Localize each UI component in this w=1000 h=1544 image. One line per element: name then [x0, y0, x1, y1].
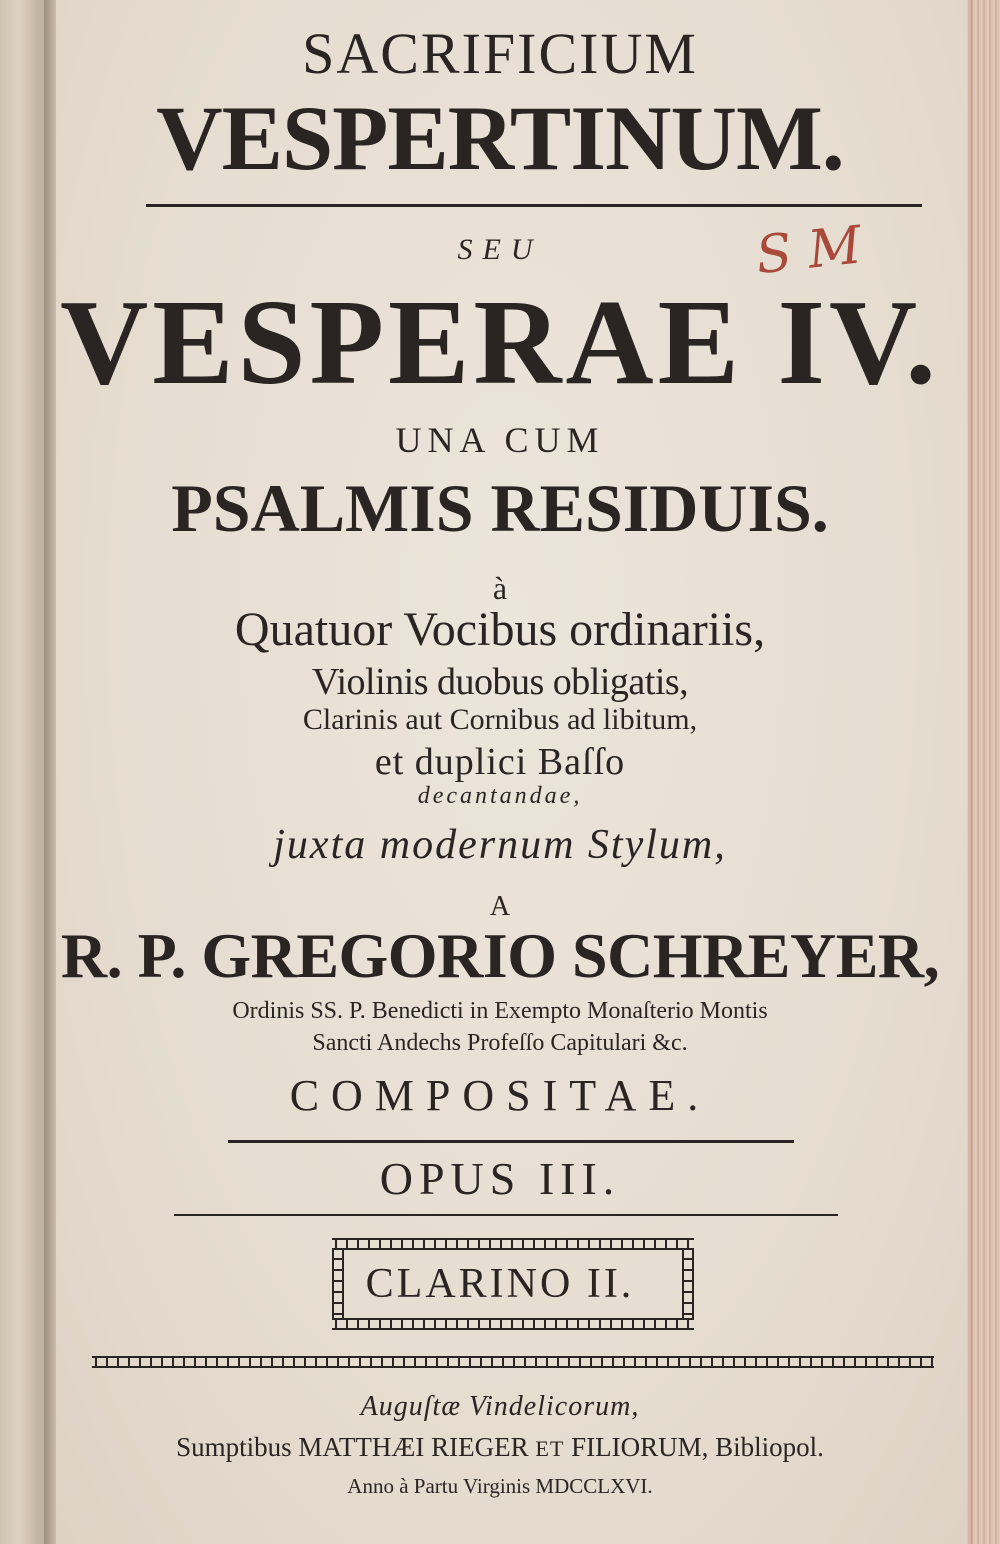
publisher-et: ET — [535, 1436, 565, 1461]
frame-top-border — [332, 1238, 694, 1250]
date-line: Anno à Partu Virginis MDCCLXVI. — [347, 1474, 653, 1498]
order-line-1: Ordinis SS. P. Benedicti in Exempto Monaſterio Montis — [232, 998, 768, 1024]
basso-line: et duplici Baſſo — [374, 741, 626, 783]
city-line: Auguſtæ Vindelicorum, — [360, 1391, 640, 1422]
voices-line: Quatuor Vocibus ordinariis, — [234, 603, 766, 656]
compositae-label: COMPOSITAE. — [289, 1071, 711, 1120]
rule-above-opus — [228, 1140, 794, 1143]
opus-label: OPUS III. — [379, 1153, 621, 1204]
psalmis-heading: PSALMIS RESIDUIS. — [171, 470, 829, 546]
rule-below-opus — [174, 1214, 838, 1216]
part-label: CLARINO II. — [365, 1261, 635, 1307]
title-line-1: SACRIFICIUM — [302, 21, 698, 86]
author-name: R. P. GREGORIO SCHREYER, — [60, 920, 940, 991]
violins-line: Violinis duobus obligatis, — [311, 661, 689, 703]
publisher-name: MATTHÆI RIEGER — [298, 1432, 529, 1462]
title-line-2: VESPERTINUM. — [156, 87, 844, 189]
a-author-label: A — [489, 891, 511, 922]
frame-bottom-border — [332, 1318, 694, 1330]
rule-under-title — [146, 204, 922, 207]
shelfmark-annotation: S M — [753, 215, 865, 287]
seu-label: SEU — [457, 233, 543, 266]
publisher-prefix: Sumptibus — [176, 1432, 292, 1462]
a-grave-label: à — [492, 570, 508, 606]
clarinis-line: Clarinis aut Cornibus ad libitum, — [302, 703, 698, 736]
publisher-filiorum: FILIORUM, — [571, 1432, 709, 1462]
decantandae-line: decantandae, — [417, 783, 583, 809]
vesperae-heading: VESPERAE IV. — [60, 275, 940, 410]
juxta-line: juxta modernum Stylum, — [273, 822, 727, 868]
order-line-2: Sancti Andechs Profeſſo Capitulari &c. — [312, 1030, 688, 1056]
ornament-divider — [92, 1356, 934, 1368]
una-cum-label: UNA CUM — [395, 420, 605, 460]
publisher-suffix: Bibliopol. — [715, 1432, 824, 1462]
publisher-line — [0, 1430, 1000, 1466]
